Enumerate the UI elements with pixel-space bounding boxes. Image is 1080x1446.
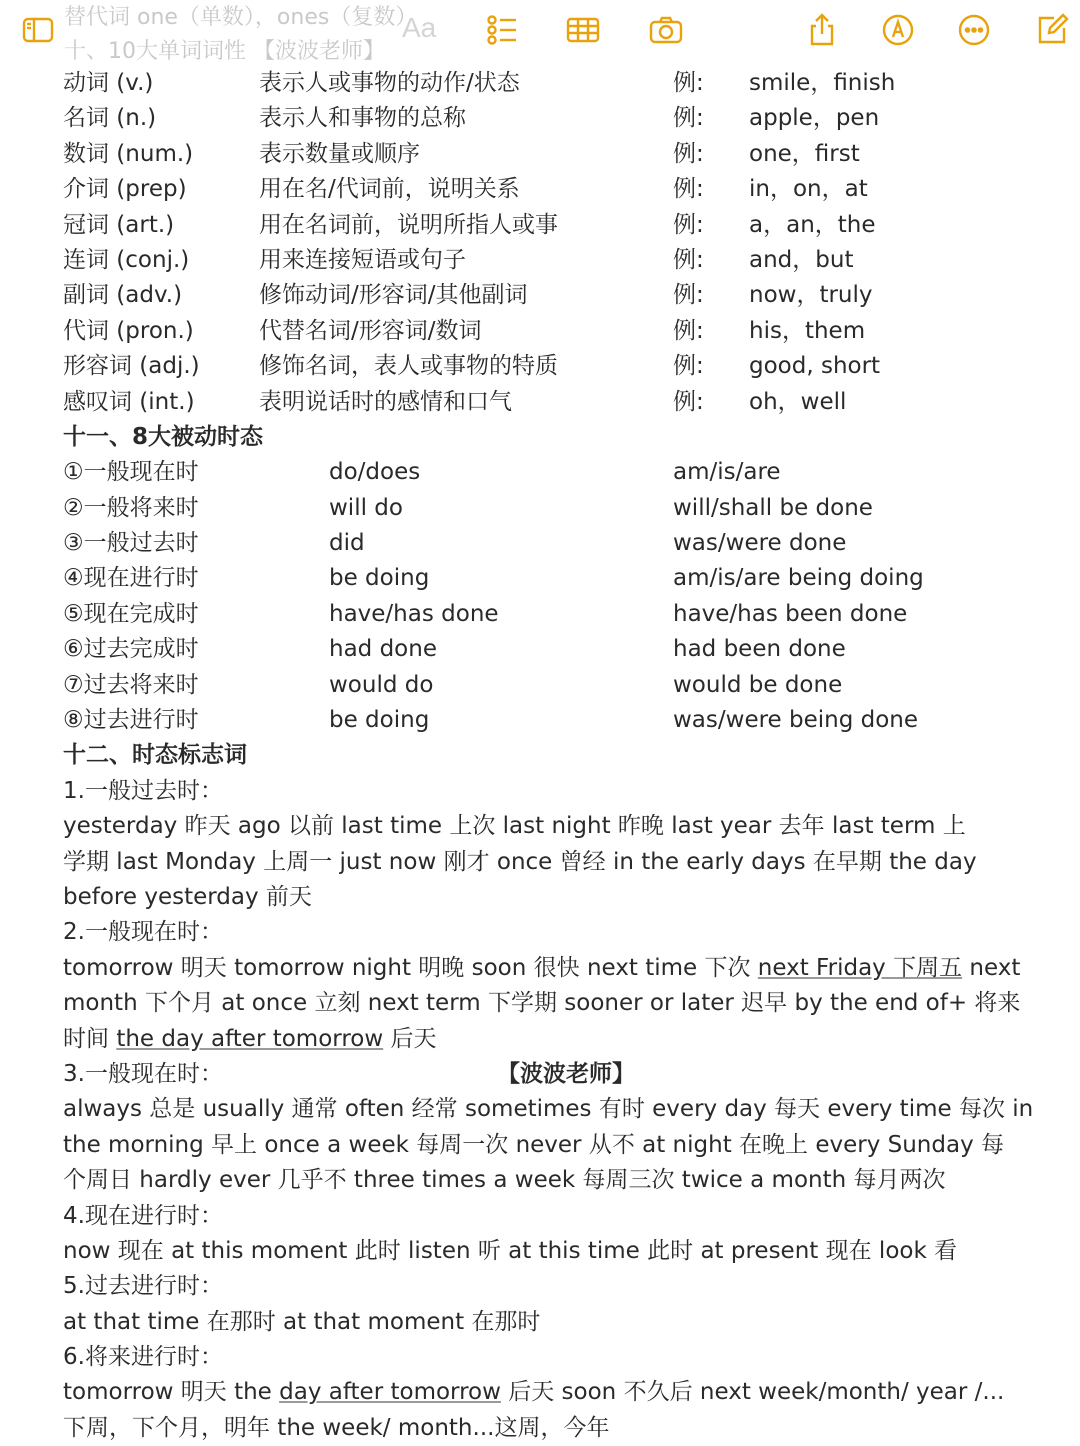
pos-example-label: 例: <box>673 353 704 380</box>
marker-text: always 总是 usually 通常 often 经常 sometimes 有时 every day 每天 every time 每次 in <box>63 1096 1034 1123</box>
ghost-text-top: 替代词 one（单数），ones（复数） <box>64 5 418 30</box>
tense-passive-form: would be done <box>673 671 843 698</box>
pos-row <box>63 137 1043 172</box>
marker-text: now 现在 at this moment 此时 listen 听 at this time 此时 at present 现在 look 看 <box>63 1237 958 1264</box>
marker-title: 6.将来进行时： <box>63 1344 223 1371</box>
pos-example: his，them <box>749 317 866 344</box>
text-run: tomorrow 明天 the <box>63 1379 280 1406</box>
marker-block-2 <box>63 915 1043 1057</box>
pos-row <box>63 66 1043 101</box>
tense-active-form: would do <box>329 671 434 698</box>
section-heading-passive-tenses: 十一、8大被动时态 <box>63 423 264 450</box>
tense-row <box>63 703 1043 738</box>
pos-example-label: 例: <box>673 211 704 238</box>
tense-passive-form: was/were done <box>673 530 847 557</box>
marker-title: 2.一般现在时： <box>63 919 223 946</box>
sidebar-toggle-icon[interactable] <box>18 10 58 50</box>
marker-text: before yesterday 前天 <box>63 883 312 910</box>
marker-text <box>63 1022 1043 1057</box>
tense-name: ⑧过去进行时 <box>63 707 199 734</box>
text-run: 后天 soon 不久后 next week/month/ year /... <box>500 1379 1005 1406</box>
pos-example-label: 例: <box>673 140 704 167</box>
pos-example: apple，pen <box>749 105 880 132</box>
camera-icon[interactable] <box>646 10 686 50</box>
tense-active-form: will do <box>329 494 403 521</box>
tense-row <box>63 632 1043 667</box>
text-run: tomorrow 明天 tomorrow night 明晚 soon 很快 next time 下次 <box>63 954 758 981</box>
tense-active-form: have/has done <box>329 600 499 627</box>
pos-example-label: 例: <box>673 388 704 415</box>
tense-name: ①一般现在时 <box>63 459 199 486</box>
pos-example: in，on，at <box>749 176 868 203</box>
pos-description: 用在名/代词前，说明关系 <box>259 176 520 203</box>
tense-passive-form: am/is/are being doing <box>673 565 924 592</box>
marker-title: 3.一般现在时： <box>63 1060 223 1087</box>
tense-passive-form: will/shall be done <box>673 494 873 521</box>
pos-example: smile，finish <box>749 70 896 96</box>
marker-text: the morning 早上 once a week 每周一次 never 从不 at night 在晚上 every Sunday 每 <box>63 1131 1005 1158</box>
pos-row <box>63 101 1043 136</box>
table-icon[interactable] <box>563 10 603 50</box>
pos-example-label: 例: <box>673 282 704 309</box>
tense-row <box>63 491 1043 526</box>
tense-passive-form: have/has been done <box>673 600 908 627</box>
pos-row <box>63 349 1043 384</box>
tense-name: ⑤现在完成时 <box>63 600 199 627</box>
pos-example-label: 例: <box>673 246 704 273</box>
pos-name: 代词 (pron.) <box>63 317 194 344</box>
pos-example: a，an，the <box>749 211 876 238</box>
tense-passive-form: had been done <box>673 636 846 663</box>
marker-text: 个周日 hardly ever 几乎不 three times a week 每周三次 twice a month 每月两次 <box>63 1167 946 1194</box>
marker-title: 4.现在进行时： <box>63 1202 223 1229</box>
ghost-heading-10-pos: 十、10大单词词性 【波波老师】 <box>64 39 385 64</box>
compose-note-icon[interactable] <box>1032 10 1072 50</box>
marker-block-4 <box>63 1199 1043 1270</box>
text-run: 时间 <box>63 1025 117 1052</box>
marker-block-1 <box>63 774 1043 916</box>
marker-block-3 <box>63 1057 1043 1199</box>
format-aa-button[interactable]: Aa <box>402 12 437 43</box>
pos-name: 冠词 (art.) <box>63 211 175 238</box>
pos-description: 代替名词/形容词/数词 <box>259 317 482 344</box>
share-icon[interactable] <box>802 10 842 50</box>
tense-name: ⑥过去完成时 <box>63 636 199 663</box>
pos-row <box>63 243 1043 278</box>
tense-passive-form: was/were being done <box>673 707 919 734</box>
pos-description: 表明说话时的感情和口气 <box>259 388 512 415</box>
underlined-text: day after tomorrow <box>279 1379 501 1406</box>
marker-title: 1.一般过去时： <box>63 777 223 804</box>
marker-text: 学期 last Monday 上周一 just now 刚才 once 曾经 in the early days 在早期 the day <box>63 848 977 875</box>
marker-title-row <box>63 1057 1043 1092</box>
pos-name: 动词 (v.) <box>63 70 154 96</box>
marker-text: month 下个月 at once 立刻 next term 下学期 sooner or later 迟早 by the end of+ 将来 <box>63 990 1021 1017</box>
pos-description: 修饰动词/形容词/其他副词 <box>259 282 528 309</box>
tense-row <box>63 526 1043 561</box>
tense-row <box>63 561 1043 596</box>
checklist-icon[interactable] <box>482 10 522 50</box>
underlined-text: next Friday 下周五 <box>757 954 963 981</box>
pos-name: 介词 (prep) <box>63 176 187 203</box>
tense-active-form: be doing <box>329 565 430 592</box>
pos-example-label: 例: <box>673 176 704 203</box>
tense-row <box>63 597 1043 632</box>
parts-of-speech-table <box>63 66 1043 420</box>
note-body[interactable] <box>63 66 1043 1446</box>
pos-description: 表示数量或顺序 <box>259 140 420 167</box>
pos-example: oh，well <box>749 388 847 415</box>
tense-name: ⑦过去将来时 <box>63 671 199 698</box>
pos-name: 形容词 (adj.) <box>63 353 200 380</box>
pos-example: now，truly <box>749 282 873 309</box>
marker-text: yesterday 昨天 ago 以前 last time 上次 last night 昨晚 last year 去年 last term 上 <box>63 813 966 840</box>
marker-block-6 <box>63 1340 1043 1446</box>
pos-example-label: 例: <box>673 105 704 132</box>
underlined-text: the day after tomorrow <box>116 1025 384 1052</box>
pos-name: 连词 (conj.) <box>63 246 190 273</box>
pos-row <box>63 172 1043 207</box>
marker-title: 5.过去进行时： <box>63 1273 223 1300</box>
markup-pen-icon[interactable] <box>878 10 918 50</box>
marker-block-5 <box>63 1269 1043 1340</box>
watermark-text: 【波波老师】 <box>497 1060 635 1087</box>
more-options-icon[interactable] <box>954 10 994 50</box>
tense-name: ②一般将来时 <box>63 494 199 521</box>
pos-row <box>63 314 1043 349</box>
passive-tense-table <box>63 455 1043 738</box>
tense-active-form: did <box>329 530 365 557</box>
pos-example-label: 例: <box>673 317 704 344</box>
pos-row <box>63 278 1043 313</box>
section-heading-tense-markers: 十二、时态标志词 <box>63 742 247 769</box>
tense-name: ③一般过去时 <box>63 530 199 557</box>
tense-name: ④现在进行时 <box>63 565 199 592</box>
pos-name: 副词 (adv.) <box>63 282 183 309</box>
pos-description: 表示人和事物的总称 <box>259 105 466 132</box>
text-run: 后天 <box>383 1025 437 1052</box>
tense-active-form: do/does <box>329 459 421 486</box>
pos-example: good, short <box>749 353 881 380</box>
pos-row <box>63 385 1043 420</box>
pos-description: 表示人或事物的动作/状态 <box>259 70 520 96</box>
pos-example-label: 例: <box>673 70 704 96</box>
text-run: next <box>962 954 1021 981</box>
tense-row <box>63 668 1043 703</box>
tense-row <box>63 455 1043 490</box>
pos-description: 修饰名词，表人或事物的特质 <box>259 353 558 380</box>
marker-text <box>63 1375 1043 1410</box>
pos-name: 名词 (n.) <box>63 105 157 132</box>
tense-active-form: had done <box>329 636 437 663</box>
pos-description: 用来连接短语或句子 <box>259 246 466 273</box>
tense-active-form: be doing <box>329 707 430 734</box>
pos-example: one，first <box>749 140 860 167</box>
pos-name: 感叹词 (int.) <box>63 388 195 415</box>
pos-example: and，but <box>749 246 854 273</box>
pos-description: 用在名词前，说明所指人或事 <box>259 211 558 238</box>
marker-text: 下周，下个月，明年 the week/ month...这周，今年 <box>63 1414 610 1441</box>
marker-text: at that time 在那时 at that moment 在那时 <box>63 1308 541 1335</box>
notes-toolbar <box>0 0 1080 60</box>
tense-passive-form: am/is/are <box>673 459 781 486</box>
marker-text <box>63 951 1043 986</box>
pos-name: 数词 (num.) <box>63 140 194 167</box>
pos-row <box>63 208 1043 243</box>
